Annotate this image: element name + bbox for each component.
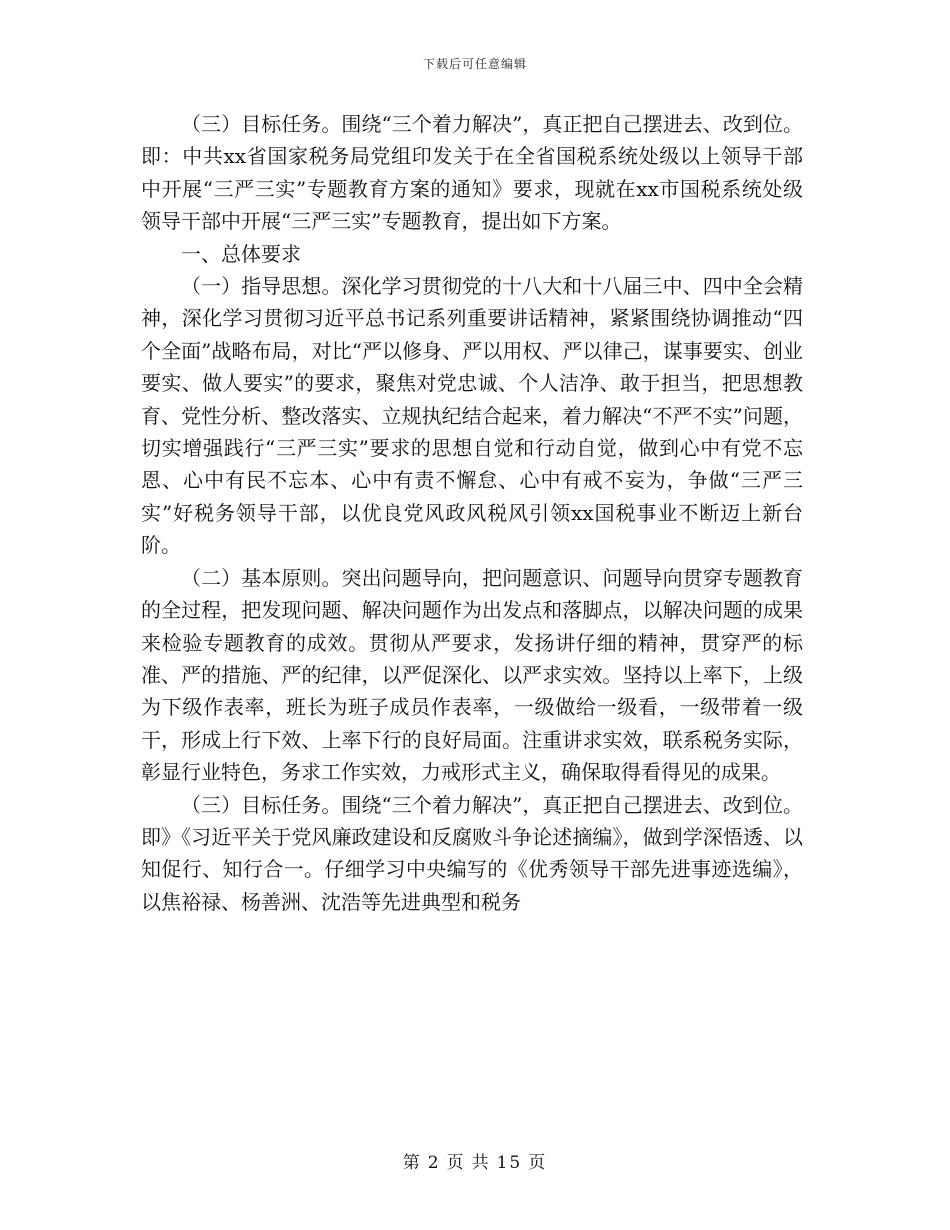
document-body (141, 108, 803, 918)
footer-total-pages: 15 (496, 1153, 523, 1173)
footer-page-word: 页 (446, 1153, 466, 1173)
section-heading-overall-requirements: 一、总体要求 (181, 241, 301, 266)
paragraph-target-tasks-intro: （三）目标任务。围绕“三个着力解决”，真正把自己摆进去、改到位。即：中共xx省国家税务局党组印发关于在全省国税系统处级以上领导干部中开展“三严三实”专题教育方案的通知》要求，现就在xx市国税系统处级领导干部中开展“三严三实”专题教育，提出如下方案。 (141, 112, 803, 234)
page-footer (0, 1148, 950, 1173)
paragraph-target-tasks: （三）目标任务。围绕“三个着力解决”，真正把自己摆进去、改到位。即》《习近平关于党风廉政建设和反腐败斗争论述摘编》，做到学深悟透、以知促行、知行合一。仔细学习中央编写的《优秀领导干部先进事迹选编》，以焦裕禄、杨善洲、沈浩等先进典型和税务 (141, 792, 803, 914)
footer-suffix: 页 (528, 1153, 548, 1173)
footer-prefix: 第 (402, 1153, 422, 1173)
paragraph-basic-principles: （二）基本原则。突出问题导向，把问题意识、问题导向贯穿专题教育的全过程，把发现问题、解决问题作为出发点和落脚点，以解决问题的成果来检验专题教育的成效。贯彻从严要求，发扬讲仔细的精神，贯穿严的标准、严的措施、严的纪律，以严促深化、以严求实效。坚持以上率下，上级为下级作表率，班长为班子成员作表率，一级做给一级看，一级带着一级干，形成上行下效、上率下行的良好局面。注重讲求实效，联系税务实际，彰显行业特色，务求工作实效，力戒形式主义，确保取得看得见的成果。 (141, 565, 803, 785)
footer-current-page: 2 (427, 1153, 441, 1173)
footer-total-word: 共 (471, 1153, 491, 1173)
header-note: 下载后可任意编辑 (422, 57, 527, 71)
paragraph-guiding-ideology: （一）指导思想。深化学习贯彻党的十八大和十八届三中、四中全会精神，深化学习贯彻习近平总书记系列重要讲话精神，紧紧围绕协调推动“四个全面”战略布局，对比“严以修身、严以用权、严以律己，谋事要实、创业要实、做人要实”的要求，聚焦对党忠诚、个人洁净、敢于担当，把思想教育、党性分析、整改落实、立规执纪结合起来，着力解决“不严不实”问题，切实增强践行“三严三实”要求的思想自觉和行动自觉，做到心中有党不忘恩、心中有民不忘本、心中有责不懈怠、心中有戒不妄为，争做“三严三实”好税务领导干部，以优良党风政风税风引领xx国税事业不断迈上新台阶。 (141, 274, 803, 558)
